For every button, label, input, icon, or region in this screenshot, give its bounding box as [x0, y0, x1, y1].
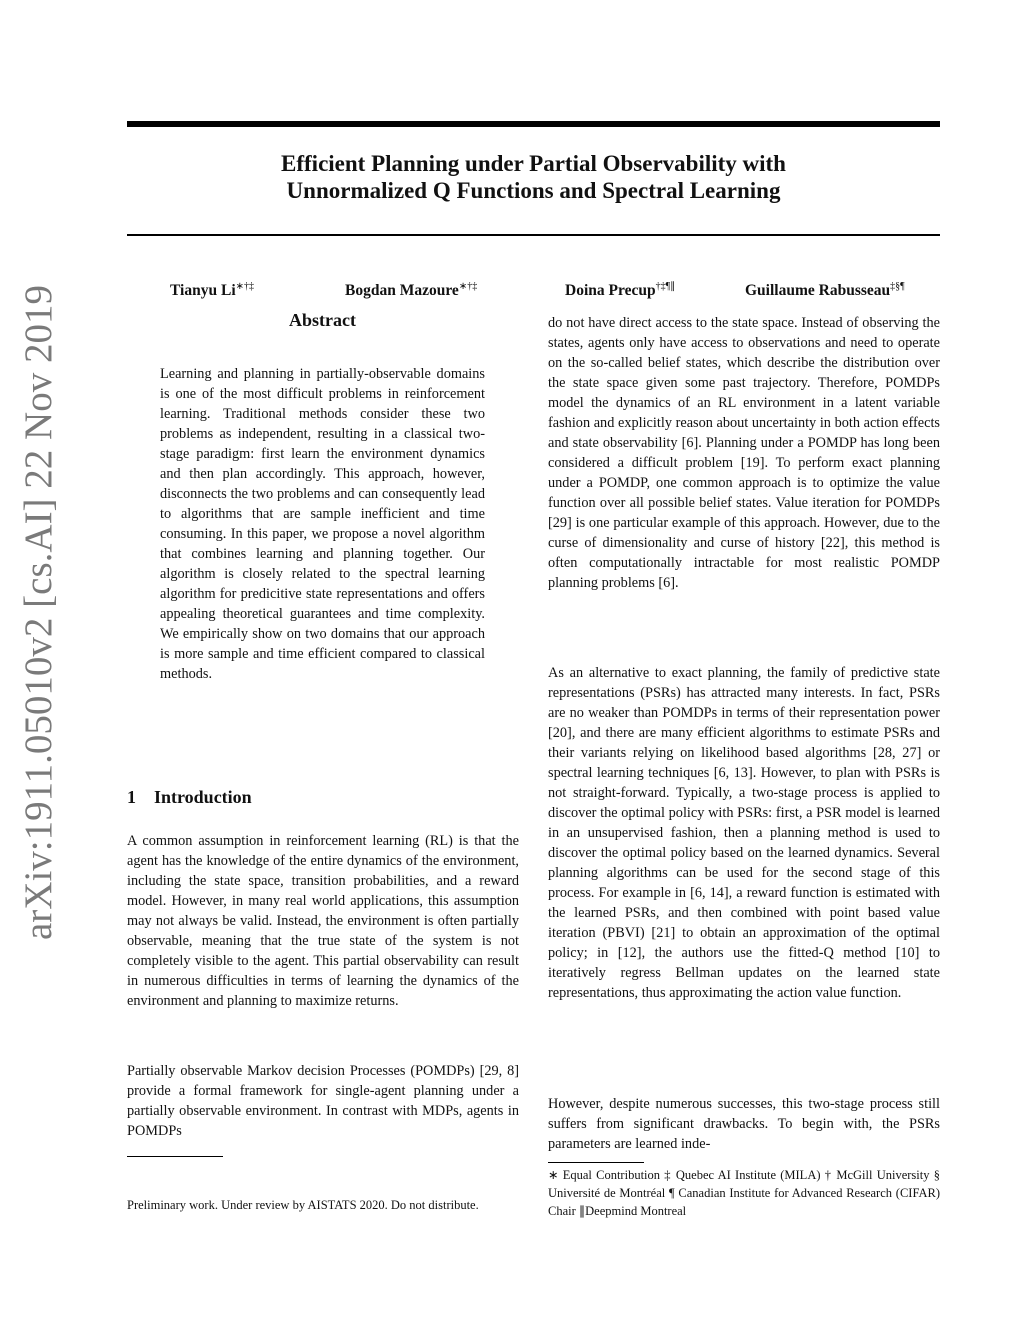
abstract-heading: Abstract [289, 310, 356, 330]
top-rule [127, 121, 940, 127]
arxiv-watermark: arXiv:1911.05010v2 [cs.AI] 22 Nov 2019 [17, 285, 60, 940]
left-footnote: Preliminary work. Under review by AISTATS 2020. Do not distribute. [127, 1198, 479, 1212]
left-paragraph-2: Partially observable Markov decision Processes (POMDPs) [29, 8] provide a formal framework for single-agent planning under a partially observable environment. In contrast with MDPs, agents in POMDPs [127, 1063, 519, 1139]
title-bottom-rule [127, 234, 940, 236]
left-footnote-rule [127, 1156, 223, 1157]
author-2: Bogdan Mazoure∗†‡ [345, 281, 478, 300]
right-paragraph-1: do not have direct access to the state space. Instead of observing the states, agents only have access to observations and need to operate on the so-called belief states, which describe the distribution over the state space given some past trajectory. Therefore, POMDPs model the dynamics of an RL environment in a latent variable fashion and explicitly reason about uncertainty in both action effects and state observability [6]. Planning under a POMDP has long been considered a difficult problem [19]. To perform exact planning under a POMDP, one common approach is to optimize the value function over all possible belief states. Value iteration for POMDPs [29] is one particular example of this approach. However, due to the curse of dimensionality and curse of history [22], this method is often computationally intractable for most realistic POMDP planning problems [6]. [548, 315, 940, 591]
right-footnote: ∗ Equal Contribution ‡ Quebec AI Institute (MILA) † McGill University § Université de Montréal ¶ Canadian Institute for Advanced Research (CIFAR) Chair ∥Deepmind Montreal [548, 1168, 940, 1218]
author-3: Doina Precup†‡¶∥ [565, 281, 676, 300]
section-heading: 1 Introduction [127, 787, 252, 807]
right-footnote-rule [548, 1162, 644, 1163]
author-4: Guillaume Rabusseau‡§¶ [745, 281, 905, 300]
title-line-1: Efficient Planning under Partial Observability with [281, 151, 786, 176]
right-paragraph-3: However, despite numerous successes, this two-stage process still suffers from significant drawbacks. To begin with, the PSRs parameters are learned inde- [548, 1096, 940, 1152]
abstract-text: Learning and planning in partially-observable domains is one of the most difficult problems in reinforcement learning. Traditional methods consider these two problems as independent, resulting in a classical two-stage paradigm: first learn the environment dynamics and then plan accordingly. This approach, however, disconnects the two problems and can consequently lead to algorithms that are sample inefficient and time consuming. In this paper, we propose a novel algorithm that combines learning and planning together. Our algorithm is closely related to the spectral learning algorithm for predicitive state representations and offers appealing theoretical guarantees and time complexity. We empirically show on two domains that our approach is more sample and time efficient compared to classical methods. [160, 366, 485, 682]
author-1: Tianyu Li∗†‡ [170, 281, 255, 300]
left-paragraph-1: A common assumption in reinforcement learning (RL) is that the agent has the knowledge of the entire dynamics of the environment, including the state space, transition probabilities, and a reward model. However, in many real world applications, this assumption may not always be valid. Instead, the environment is often partially observable, meaning that the true state of the system is not completely visible to the agent. This partial observability can result in numerous difficulties in terms of learning the dynamics of the environment and planning to maximize returns. [127, 833, 519, 1009]
paper-title [127, 150, 940, 204]
title-line-2: Unnormalized Q Functions and Spectral Learning [286, 178, 781, 203]
right-paragraph-2: As an alternative to exact planning, the family of predictive state representations (PSRs) has attracted many interests. In fact, PSRs are no weaker than POMDPs in terms of their representation power [20], and there are many efficient algorithms to estimate PSRs and their variants relying on likelihood based algorithms [28, 27] or spectral learning techniques [6, 13]. However, to plan with PSRs is not straight-forward. Typically, a two-stage process is applied to discover the optimal policy with PSRs: first, a PSR model is learned in an unsupervised fashion, then a planning method is used to discover the optimal policy based on the learned dynamics. Several planning algorithms can be used for the second stage of this process. For example in [6, 14], a reward function is estimated with the learned PSRs, and then combined with point based value iteration (PBVI) [21] to obtain an approximation of the optimal policy; in [12], the authors use the fitted-Q method [10] to iteratively regress Bellman updates on the learned state representations, thus approximating the action value function. [548, 665, 940, 1001]
